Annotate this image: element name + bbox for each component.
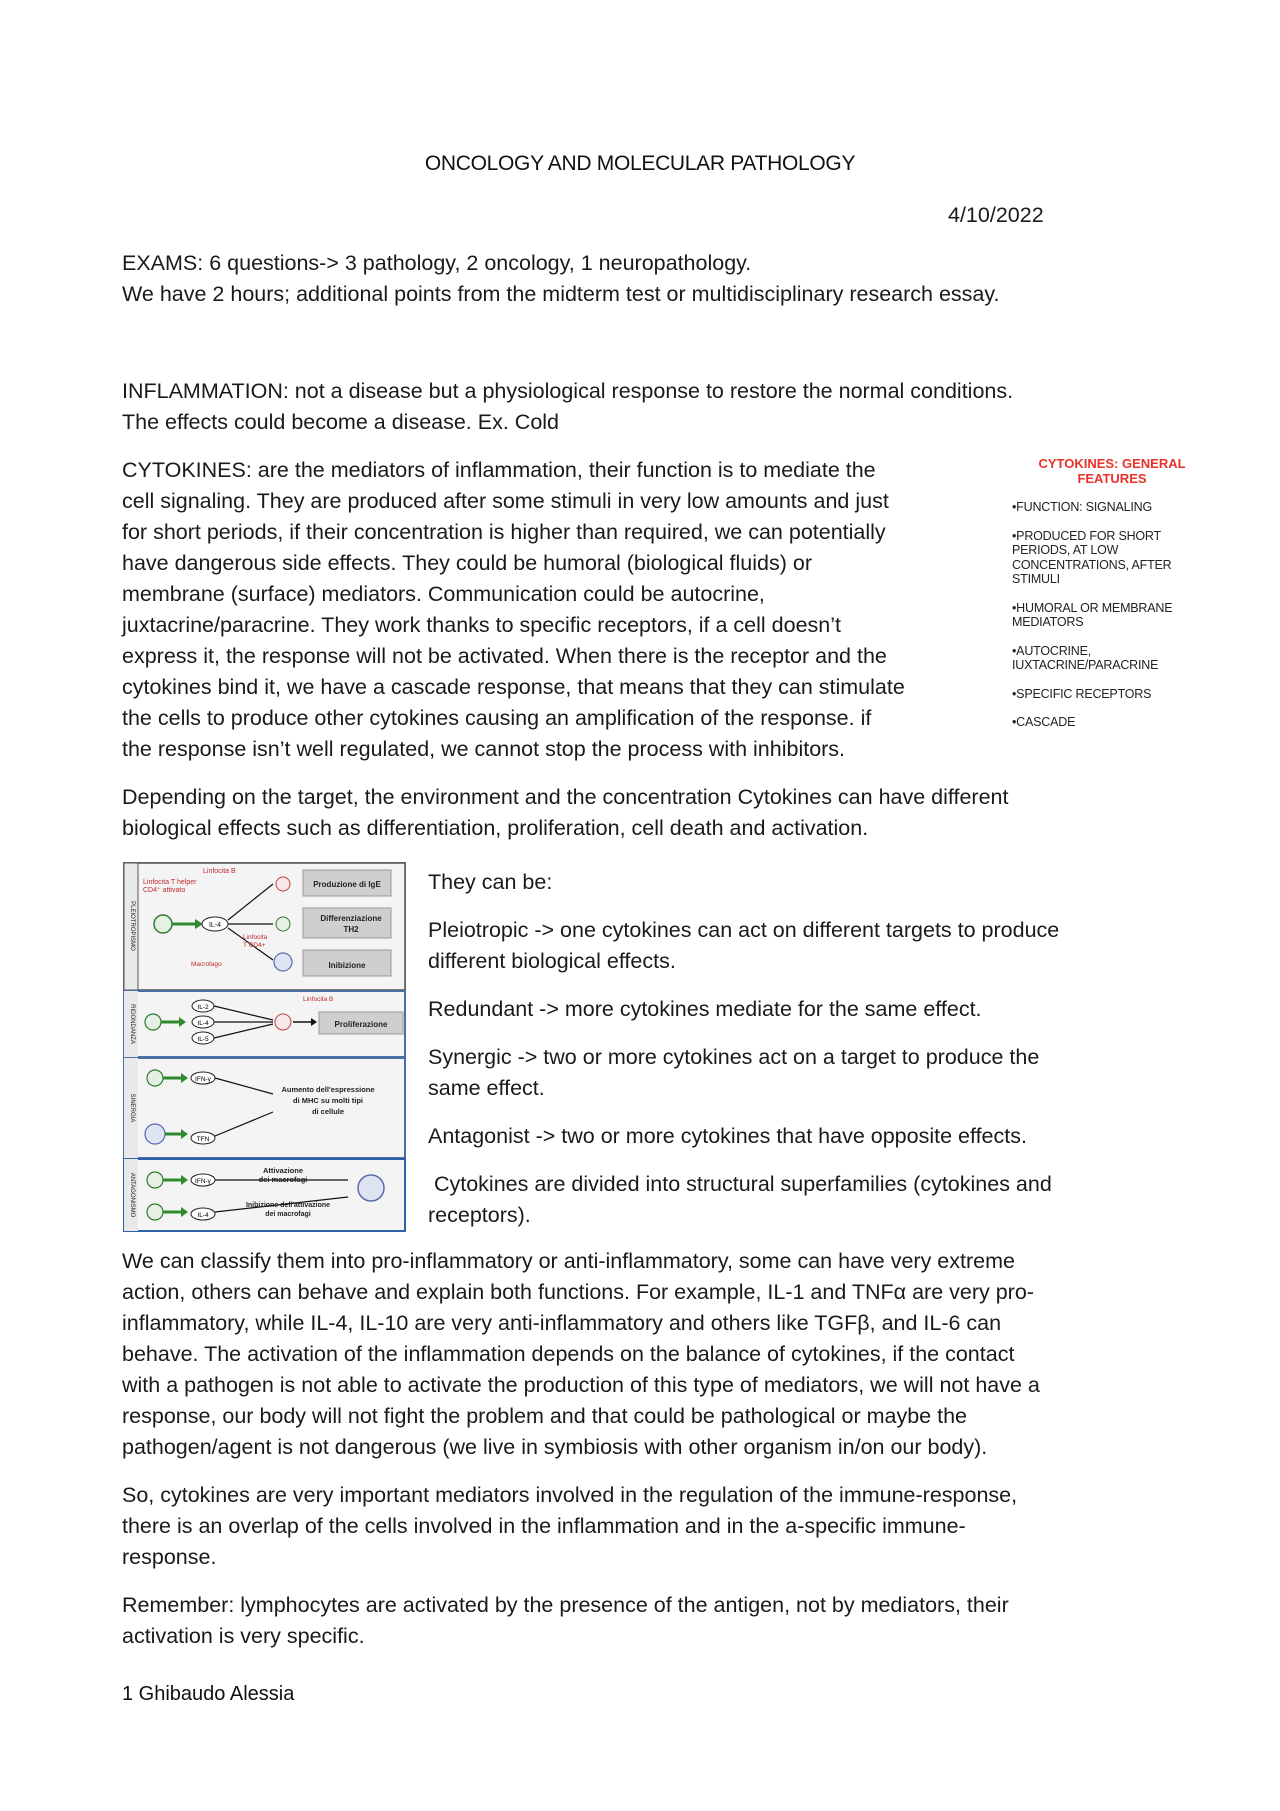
label: dei macrofagi — [265, 1211, 311, 1218]
label: IL-4 — [197, 1212, 209, 1219]
slide-item: •FUNCTION: SIGNALING — [1012, 500, 1152, 514]
slide-item: •HUMORAL OR MEMBRANE MEDIATORS — [1012, 600, 1173, 629]
type-line: Pleiotropic -> one cytokines can act on different targets to produce — [428, 918, 1060, 942]
classify-line: response, our body will not fight the problem and that could be pathological or maybe the — [122, 1404, 967, 1428]
remember-line: Remember: lymphocytes are activated by the presence of the antigen, not by mediators, their — [122, 1593, 1009, 1617]
cytokines-line: juxtacrine/paracrine. They work thanks to specific receptors, if a cell doesn’t — [122, 613, 841, 637]
date: 4/10/2022 — [948, 203, 1044, 227]
cytokines-features-slide — [1012, 456, 1212, 744]
classify-line: action, others can behave and explain both functions. For example, IL-1 and TNFα are very pro- — [122, 1280, 1034, 1304]
label: IL-4 — [208, 922, 222, 929]
cytokines-line: cytokines bind it, we have a cascade response, that means that they can stimulate — [122, 675, 905, 699]
classify-line: with a pathogen is not able to activate the production of this type of mediators, we will not have a — [122, 1373, 1040, 1397]
label: di MHC su molti tipi — [293, 1096, 363, 1105]
type-line: Cytokines are divided into structural superfamilies (cytokines and — [428, 1172, 1052, 1196]
type-line: Antagonist -> two or more cytokines that have opposite effects. — [428, 1124, 1027, 1148]
label: CD4⁺ attivato — [143, 887, 186, 894]
label: di cellule — [311, 1107, 345, 1116]
they-can-be: They can be: — [428, 870, 553, 894]
side-label: SINERGIA — [129, 1093, 135, 1123]
type-line: different biological effects. — [428, 949, 676, 973]
slide-item: •CASCADE — [1012, 715, 1076, 729]
label: Linfocita T helper — [143, 879, 197, 886]
label: TH2 — [343, 925, 359, 934]
remember-line: activation is very specific. — [122, 1624, 365, 1648]
label: Inibizione dell'attivazione — [245, 1202, 331, 1209]
label: IFN-γ — [195, 1076, 211, 1083]
slide-item: •SPECIFIC RECEPTORS — [1012, 686, 1152, 701]
label: Attivazione — [262, 1166, 304, 1175]
page-footer: 1 Ghibaudo Alessia — [122, 1683, 295, 1705]
label: Macrofago — [191, 961, 222, 968]
cytokine-properties-figure — [123, 862, 406, 1232]
label: Linfocita B — [203, 868, 236, 875]
slide-item: •AUTOCRINE, IUXTACRINE/PARACRINE — [1012, 643, 1159, 672]
exams-line-2: We have 2 hours; additional points from the midterm test or multidisciplinary research essay. — [122, 282, 1000, 306]
label: Proliferazione — [334, 1020, 388, 1029]
slide-item: •PRODUCED FOR SHORT PERIODS, AT LOW CONCENTRATIONS, AFTER STIMULI — [1012, 528, 1172, 586]
label: IL-5 — [197, 1036, 209, 1043]
label: Linfocita B — [303, 996, 334, 1003]
side-label: ANTAGONISMO — [129, 1172, 135, 1218]
classify-line: pathogen/agent is not dangerous (we live in symbiosis with other organism in/on our body). — [122, 1435, 988, 1459]
label: Produzione di IgE — [313, 880, 381, 889]
cytokines-line: cell signaling. They are produced after some stimuli in very low amounts and just — [122, 489, 889, 513]
cytokines-line: for short periods, if their concentration is higher than required, we can potentially — [122, 520, 886, 544]
cytokines-line: the cells to produce other cytokines causing an amplification of the response. if — [122, 706, 872, 730]
side-label: RIDONDANZA — [129, 1004, 135, 1044]
label: Inibizione — [328, 961, 366, 970]
cytokines-line: the response isn’t well regulated, we cannot stop the process with inhibitors. — [122, 737, 846, 761]
cytokines-line: CYTOKINES: are the mediators of inflammation, their function is to mediate the — [122, 458, 876, 482]
label: IFN-γ — [195, 1178, 211, 1185]
cytokines-line: express it, the response will not be activated. When there is the receptor and the — [122, 644, 887, 668]
depending-line-1: Depending on the target, the environment and the concentration Cytokines can have different — [122, 785, 1009, 809]
depending-line-2: biological effects such as differentiation, proliferation, cell death and activation. — [122, 816, 869, 840]
so-line: response. — [122, 1545, 217, 1569]
classify-line: We can classify them into pro-inflammatory or anti-inflammatory, some can have very extreme — [122, 1249, 1015, 1273]
so-line: So, cytokines are very important mediators involved in the regulation of the immune-response, — [122, 1483, 1018, 1507]
label: TFN — [196, 1136, 210, 1143]
inflammation-line-1: INFLAMMATION: not a disease but a physiological response to restore the normal conditions. — [122, 379, 1014, 403]
cytokines-line: membrane (surface) mediators. Communication could be autocrine, — [122, 582, 765, 606]
so-line: there is an overlap of the cells involved in the inflammation and in the a-specific immune- — [122, 1514, 966, 1538]
slide-heading: CYTOKINES: GENERAL FEATURES — [1038, 456, 1186, 486]
label: dei macrofagi — [258, 1175, 308, 1184]
type-line: Redundant -> more cytokines mediate for the same effect. — [428, 997, 982, 1021]
classify-line: behave. The activation of the inflammation depends on the balance of cytokines, if the contact — [122, 1342, 1015, 1366]
label: IL-4 — [197, 1020, 209, 1027]
label: Differenziazione — [320, 914, 382, 923]
inflammation-line-2: The effects could become a disease. Ex. Cold — [122, 410, 560, 434]
label: T CD4+ — [243, 942, 266, 949]
page-title: ONCOLOGY AND MOLECULAR PATHOLOGY — [424, 152, 856, 175]
side-label: PLEIOTROPISMO — [129, 901, 135, 951]
cytokines-line: have dangerous side effects. They could be humoral (biological fluids) or — [122, 551, 812, 575]
type-line: same effect. — [428, 1076, 545, 1100]
label: Aumento dell'espressione — [281, 1085, 375, 1094]
label: IL-2 — [197, 1004, 209, 1011]
exams-line-1: EXAMS: 6 questions-> 3 pathology, 2 oncology, 1 neuropathology. — [122, 251, 752, 275]
classify-line: inflammatory, while IL-4, IL-10 are very anti-inflammatory and others like TGFβ, and IL-6 can — [122, 1311, 1002, 1335]
type-line: receptors). — [428, 1203, 531, 1227]
label: Linfocita — [243, 934, 268, 941]
type-line: Synergic -> two or more cytokines act on a target to produce the — [428, 1045, 1040, 1069]
